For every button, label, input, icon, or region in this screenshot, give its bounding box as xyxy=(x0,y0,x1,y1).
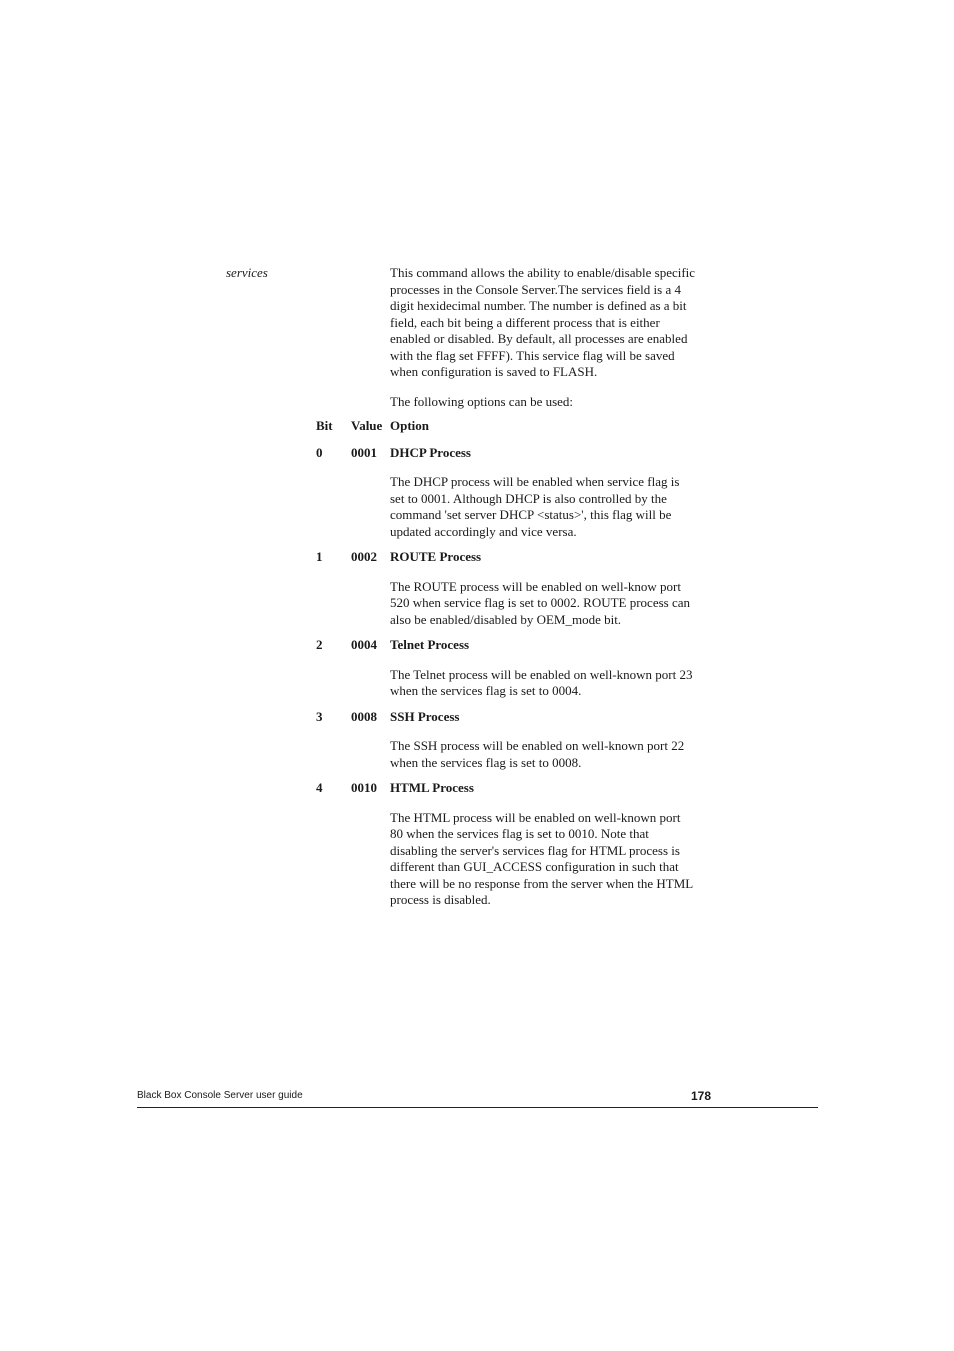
option-value: 0001 xyxy=(351,444,377,460)
footer-title: Black Box Console Server user guide xyxy=(137,1090,303,1101)
option-description: The ROUTE process will be enabled on well-know port 520 when service flag is set to 0002. ROUTE process can also be enabled/disabled by OEM_mode bit. xyxy=(390,578,691,627)
option-description: The HTML process will be enabled on well-known port 80 when the services flag is set to 0010. Note that disabling the server's services flag for HTML process is different than GUI_ACCESS configuration in such that there will be no response from the server when the HTML process is disabled. xyxy=(390,809,693,907)
option-value: 0002 xyxy=(351,549,377,564)
option-name: Telnet Process xyxy=(390,637,470,652)
intro-paragraph: This command allows the ability to enable/disable specific processes in the Console Server.The services field is a 4 digit hexidecimal number. The number is defined as a bit field, each bit being a different process that is either enabled or disabled. By default, all processes are enabled with the flag set FFFF). This service flag will be saved when configuration is saved to FLASH. xyxy=(390,265,696,379)
command-description xyxy=(316,265,706,918)
option-row xyxy=(316,780,706,797)
option-bit: 1 xyxy=(316,549,323,564)
option-bit: 2 xyxy=(316,637,323,652)
option-name: SSH Process xyxy=(390,708,460,724)
option-bit: 0 xyxy=(316,444,323,460)
option-row xyxy=(316,637,706,654)
option-row xyxy=(316,445,706,462)
option-entry xyxy=(316,445,706,541)
option-name: ROUTE Process xyxy=(390,549,482,564)
option-bit: 4 xyxy=(316,780,323,795)
option-row xyxy=(316,709,706,726)
option-value: 0010 xyxy=(351,780,377,795)
option-entry xyxy=(316,637,706,700)
header-bit: Bit xyxy=(316,418,333,433)
page-number: 178 xyxy=(691,1089,712,1103)
option-value: 0004 xyxy=(351,637,377,652)
option-row xyxy=(316,549,706,566)
option-name: HTML Process xyxy=(390,780,474,795)
option-description: The Telnet process will be enabled on well-known port 23 when the services flag is set to 0004. xyxy=(390,666,693,698)
header-option: Option xyxy=(390,418,430,433)
header-value: Value xyxy=(351,418,383,433)
intro-paragraph: The following options can be used: xyxy=(390,393,574,409)
option-description: The DHCP process will be enabled when service flag is set to 0001. Although DHCP is also controlled by the command 'set server DHCP <status>', this flag will be updated accordingly and vice versa. xyxy=(390,474,680,539)
option-value: 0008 xyxy=(351,708,377,724)
option-entry xyxy=(316,549,706,628)
footer-divider xyxy=(137,1107,818,1108)
option-entry xyxy=(316,709,706,772)
command-term: services xyxy=(226,265,268,280)
table-header xyxy=(316,418,706,435)
option-name: DHCP Process xyxy=(390,444,471,460)
option-entry xyxy=(316,780,706,909)
option-description: The SSH process will be enabled on well-known port 22 when the services flag is set to 0008. xyxy=(390,738,685,770)
option-bit: 3 xyxy=(316,708,323,724)
